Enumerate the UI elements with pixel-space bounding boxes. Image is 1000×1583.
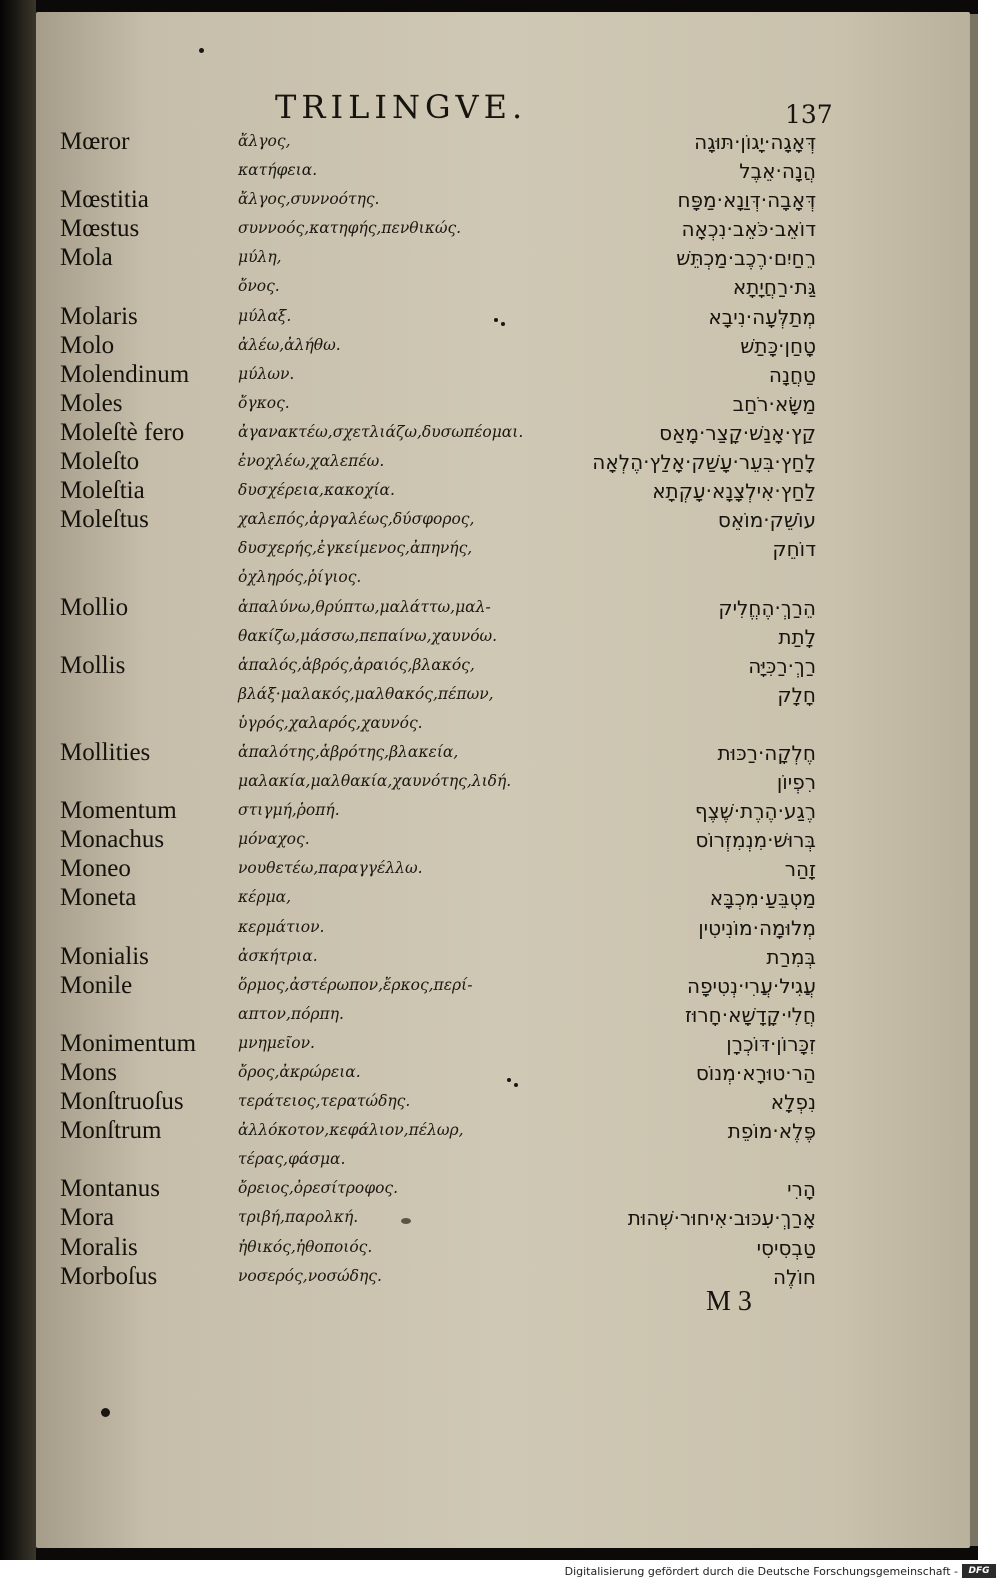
- digitization-footer: [0, 1560, 1000, 1583]
- greek-gloss: δυσχερής,ἐγκείμενος,ἀπηνής,: [238, 539, 473, 558]
- greek-gloss: τεράτειος,τερατώδης.: [238, 1092, 411, 1111]
- latin-headword: Monile: [60, 971, 133, 999]
- hebrew-gloss: חוֹלֶה: [773, 1264, 816, 1289]
- hebrew-gloss: רֶגַע·הֶרֶת·שֶׁצֶף: [694, 799, 816, 824]
- hebrew-gloss: דוֹחֵק: [772, 537, 816, 562]
- latin-headword: Mons: [60, 1059, 117, 1086]
- entry-line: [0, 303, 1000, 332]
- latin-headword: Moleſtus: [60, 506, 149, 534]
- entry-line: [0, 1234, 1000, 1263]
- hebrew-gloss: טַחֲנָה: [768, 362, 816, 387]
- latin-headword: Moleſtè fero: [60, 418, 185, 446]
- hebrew-gloss: מַטְבֵּעַ·מִכְבָּא: [709, 886, 816, 911]
- entry-line: [0, 855, 1000, 884]
- latin-headword: Monſtrum: [60, 1117, 162, 1145]
- latin-headword: Molendinum: [60, 360, 190, 388]
- greek-gloss: χαλεπός,ἀργαλέως,δύσφορος,: [238, 510, 475, 529]
- entry-line: [0, 332, 1000, 361]
- latin-headword: Monachus: [60, 826, 165, 854]
- hebrew-gloss: קַץ·אָנַשׁ·קָצַר·מָאַס: [659, 420, 816, 445]
- latin-headword: Montanus: [60, 1175, 160, 1203]
- greek-gloss: ὀχληρός,ῥίγιος.: [238, 568, 362, 587]
- latin-headword: Mollis: [60, 651, 126, 679]
- entry-line: [0, 652, 1000, 681]
- greek-gloss: ἠθικός,ἠθοποιός.: [238, 1237, 373, 1256]
- greek-gloss: ἀλέω,ἀλήθω.: [238, 335, 341, 354]
- greek-gloss: μύλων.: [238, 364, 295, 383]
- greek-gloss: ἁπαλός,ἁβρός,ἀραιός,βλακός,: [238, 655, 475, 674]
- hebrew-gloss: הֵרַךְ·הֶחֱלִיק: [718, 595, 816, 620]
- entry-line: [0, 157, 1000, 186]
- latin-headword: Moralis: [60, 1233, 138, 1261]
- entry-line: [0, 564, 1000, 593]
- entry-line: [0, 914, 1000, 943]
- latin-headword: Moneta: [60, 884, 137, 912]
- greek-gloss: ὄγκος.: [238, 393, 290, 412]
- hebrew-gloss: הָרִי: [787, 1177, 816, 1202]
- hebrew-gloss: מַשָּׂא·רֹחַב: [732, 391, 816, 416]
- hebrew-gloss: בְּרוּשׁ·מִנְמִזְרוֹס: [695, 828, 816, 853]
- entry-line: [0, 1030, 1000, 1059]
- latin-headword: Mœstitia: [60, 186, 149, 214]
- hebrew-gloss: גַּת·רַחֲיָתָא: [732, 275, 816, 300]
- greek-gloss: μαλακία,μαλθακία,χαυνότης,λιδή.: [238, 772, 512, 791]
- greek-gloss: δυσχέρεια,κακοχία.: [238, 481, 395, 500]
- entry-line: [0, 739, 1000, 768]
- entry-line: [0, 1146, 1000, 1175]
- greek-gloss: απτον,πόρπη.: [238, 1004, 344, 1023]
- greek-gloss: ἄλγος,: [238, 132, 291, 150]
- entry-line: [0, 1263, 1000, 1292]
- greek-gloss: ἁπαλότης,ἁβρότης,βλακεία,: [238, 742, 459, 761]
- greek-gloss: τέρας,φάσμα.: [238, 1150, 346, 1169]
- hebrew-gloss: הֲנָה·אֵבֶל: [739, 159, 816, 184]
- hebrew-gloss: רֵחַיִם·רֶכֶב·מַכְתֵּשׁ: [676, 246, 816, 271]
- hebrew-gloss: טָחַן·כָּתַשׁ: [740, 333, 816, 358]
- hebrew-gloss: חָלָק: [777, 682, 816, 707]
- greek-gloss: ὄνος.: [238, 277, 280, 296]
- greek-gloss: νοσερός,νοσώδης.: [238, 1266, 382, 1285]
- hebrew-gloss: עוֹשֵׁק·מוֹאֵס: [717, 508, 816, 533]
- entry-line: [0, 972, 1000, 1001]
- greek-gloss: ὑγρός,χαλαρός,χαυνός.: [238, 713, 423, 732]
- greek-gloss: μόναχος.: [238, 830, 310, 849]
- latin-headword: Moneo: [60, 855, 131, 883]
- entry-line: [0, 1117, 1000, 1146]
- latin-headword: Moleſtia: [60, 477, 145, 505]
- latin-headword: Mœror: [60, 128, 130, 155]
- greek-gloss: ὄρος,ἀκρώρεια.: [238, 1063, 361, 1081]
- hebrew-gloss: רִפְיוֹן: [776, 770, 816, 795]
- greek-gloss: ἁπαλύνω,θρύπτω,μαλάττω,μαλ-: [238, 597, 491, 616]
- hebrew-gloss: דוֹאֵב·כֹּאֵב·נִכְאָה: [681, 217, 816, 242]
- hebrew-gloss: חֲלִי·קָדָשָׁא·חָרוּז: [685, 1002, 816, 1027]
- hebrew-gloss: עֲגִיל·עֲרִי·נְטִיפָה: [687, 973, 816, 998]
- page-number: 137: [785, 100, 833, 129]
- latin-headword: Molaris: [60, 302, 138, 330]
- entry-line: [0, 1001, 1000, 1030]
- dfg-logo[interactable]: DFG: [962, 1564, 996, 1578]
- entry-line: [0, 273, 1000, 302]
- hebrew-gloss: דְּאָגָה·יָגוֹן·תּוּגָה: [694, 130, 816, 154]
- greek-gloss: ἐνοχλέω,χαλεπέω.: [238, 452, 385, 471]
- entry-line: [0, 681, 1000, 710]
- entry-line: [0, 1088, 1000, 1117]
- entry-line: [0, 244, 1000, 273]
- greek-gloss: θακίζω,μάσσω,πεπαίνω,χαυνόω.: [238, 626, 498, 645]
- greek-gloss: τριβή,παρολκή.: [238, 1208, 359, 1227]
- latin-headword: Monimentum: [60, 1029, 197, 1057]
- hebrew-gloss: פֶּלֶא·מוֹפֵת: [727, 1119, 816, 1144]
- hebrew-gloss: מְתַלְּעָה·נִיבָא: [708, 304, 816, 329]
- entry-line: [0, 943, 1000, 972]
- latin-headword: Mollio: [60, 593, 129, 621]
- entry-line: [0, 419, 1000, 448]
- entry-line: [0, 710, 1000, 739]
- ink-dot-bottom: [101, 1408, 110, 1417]
- greek-gloss: ἀγανακτέω,σχετλιάζω,δυσωπέομαι.: [238, 422, 524, 441]
- latin-headword: Mœstus: [60, 215, 140, 243]
- latin-headword: Mora: [60, 1204, 115, 1232]
- entry-line: [0, 535, 1000, 564]
- entry-line: [0, 884, 1000, 913]
- entry-line: [0, 1204, 1000, 1233]
- greek-gloss: στιγμή,ῥοπή.: [238, 801, 340, 820]
- ink-dot-top: [199, 48, 204, 53]
- hebrew-gloss: טַבְסִיסִי: [756, 1235, 816, 1260]
- signature-mark: M 3: [706, 1286, 752, 1317]
- latin-headword: Monialis: [60, 942, 149, 970]
- entry-line: [0, 215, 1000, 244]
- latin-headword: Mollities: [60, 738, 151, 766]
- latin-headword: Moles: [60, 389, 123, 417]
- greek-gloss: συννοός,κατηφής,πενθικώς.: [238, 219, 462, 238]
- entry-line: [0, 506, 1000, 535]
- hebrew-gloss: חֶלְקָה·רַכּוּת: [717, 740, 816, 765]
- entry-line: [0, 623, 1000, 652]
- hebrew-gloss: רַךְ·רַכִּיָּה: [748, 653, 816, 678]
- greek-gloss: ὅρμος,ἀστέρωπον,ἔρκος,περί-: [238, 975, 473, 994]
- entry-line: [0, 361, 1000, 390]
- hebrew-gloss: מְלוּמָה·מוֹנִיטִין: [698, 915, 816, 940]
- greek-gloss: μνημεῖον.: [238, 1033, 315, 1052]
- latin-headword: Moleſto: [60, 448, 140, 476]
- hebrew-gloss: זָהַר: [784, 857, 816, 882]
- greek-gloss: μύλη,: [238, 248, 282, 267]
- entry-line: [0, 1059, 1000, 1088]
- entry-line: [0, 477, 1000, 506]
- hebrew-gloss: לָחַץ·בִּעֵר·עָשַׁק·אָלַץ·הֶלְאָה: [592, 450, 816, 475]
- hebrew-gloss: נִפְלָא: [770, 1090, 816, 1115]
- greek-gloss: ἀλλόκοτον,κεφάλιον,πέλωρ,: [238, 1121, 464, 1140]
- greek-gloss: ὄρειος,ὀρεσίτροφος.: [238, 1179, 399, 1198]
- hebrew-gloss: זִכָּרוֹן·דּוֹכְרָן: [726, 1031, 816, 1056]
- entry-line: [0, 768, 1000, 797]
- entry-line: [0, 1175, 1000, 1204]
- latin-headword: Monſtruoſus: [60, 1088, 184, 1116]
- greek-gloss: νουθετέω,παραγγέλλω.: [238, 859, 423, 878]
- greek-gloss: βλάξ·μαλακός,μαλθακός,πέπων,: [238, 684, 494, 703]
- greek-gloss: μύλαξ.: [238, 306, 292, 325]
- hebrew-gloss: לַחַץ·אִילְצָנָא·עָקְתָא: [652, 479, 816, 504]
- entry-line: [0, 797, 1000, 826]
- greek-gloss: ἀσκήτρια.: [238, 946, 318, 965]
- dictionary-entries: [0, 128, 1000, 1292]
- greek-gloss: κατήφεια.: [238, 161, 318, 180]
- entry-line: [0, 128, 1000, 157]
- entry-line: [0, 594, 1000, 623]
- hebrew-gloss: בְּמִרַת: [766, 944, 816, 969]
- latin-headword: Momentum: [60, 797, 177, 825]
- latin-headword: Morboſus: [60, 1262, 158, 1290]
- latin-headword: Mola: [60, 244, 113, 272]
- hebrew-gloss: לָתַת: [778, 624, 816, 649]
- greek-gloss: ἄλγος,συννοότης.: [238, 190, 380, 209]
- greek-gloss: κέρμα,: [238, 888, 292, 907]
- hebrew-gloss: דְּאָבָה·דְּוַנָא·מַפָּח: [677, 188, 816, 213]
- latin-headword: Molo: [60, 331, 115, 359]
- entry-line: [0, 826, 1000, 855]
- entry-line: [0, 390, 1000, 419]
- entry-line: [0, 186, 1000, 215]
- greek-gloss: κερμάτιον.: [238, 917, 325, 936]
- hebrew-gloss: הַר·טוּרָא·מְנוֹס: [695, 1061, 816, 1085]
- entry-line: [0, 448, 1000, 477]
- running-header: TRILINGVE.: [275, 88, 528, 126]
- hebrew-gloss: אָרַךְ·עִכּוּב·אִיחוּר·שְׁהוּת: [627, 1206, 816, 1231]
- footer-credit: Digitalisierung gefördert durch die Deutsche Forschungsgemeinschaft -: [564, 1565, 958, 1578]
